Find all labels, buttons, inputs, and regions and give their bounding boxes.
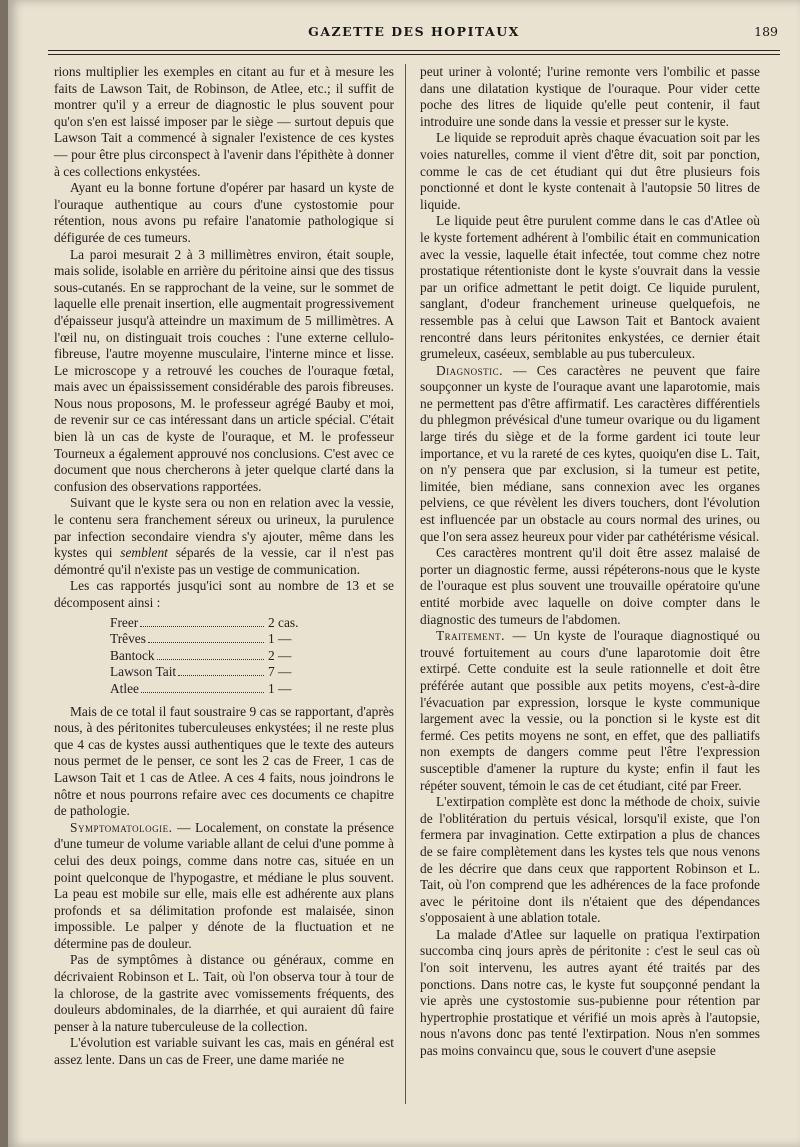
paragraph: Pas de symptômes à distance ou généraux, comme en décrivaient Robinson et L. Tait, où l'on observa tour à tour de la chlorose, de la gastrite avec vomissements fréquents, des douleurs abdominales, de la diarrhée, et qui auraient dû faire penser à la nature tuberculeuse de la collection. bbox=[54, 952, 394, 1034]
section-label: Diagnostic. bbox=[436, 362, 504, 378]
paragraph: L'évolution est variable suivant les cas, mais en général est assez lente. Dans un cas de Freer, une dame mariée ne bbox=[54, 1035, 394, 1068]
paragraph: Ayant eu la bonne fortune d'opérer par hasard un kyste de l'ouraque authentique au cours d'une cystostomie pour rétention, nous avons pu refaire l'anatomie pathologique si défigurée de ces tumeurs. bbox=[54, 180, 394, 245]
page-number: 189 bbox=[754, 24, 778, 39]
column-divider bbox=[405, 64, 406, 1104]
paragraph: Ces caractères montrent qu'il doit être assez malaisé de porter un diagnostic ferme, aussi répéterons-nous que le kyste de l'ouraque est plus souvent une trouvaille opératoire qu'une entité morbide avec laquelle on doive compter dans le diagnostic des tumeurs de l'abdomen. bbox=[420, 545, 760, 627]
section-label: Symptomatologie. bbox=[70, 819, 173, 835]
section-label: Traitement. bbox=[436, 628, 506, 644]
header-rule-thin bbox=[48, 54, 780, 55]
paragraph: Suivant que le kyste sera ou non en relation avec la vessie, le contenu sera franchement séreux ou urineux, la purulence par infection secondaire viendra s'y ajouter, même dans les kystes qui semblent séparés de la vessie, car il n'est pas démontré qu'il n'existe pas un vestige de communication. bbox=[54, 495, 394, 577]
paragraph: Les cas rapportés jusqu'ici sont au nombre de 13 et se décomposent ainsi : bbox=[54, 578, 394, 610]
paragraph: Mais de ce total il faut soustraire 9 cas se rapportant, d'après nous, à des péritonites tuberculeuses enkystées; il ne reste plus que 4 cas de kystes aussi authentiques que le texte des auteurs nous permet de le penser, ce sont les 2 cas de Freer, 1 cas de Lawson Tait et 1 cas de Atlee. A ces 4 faits, nous joindrons le nôtre et nous pourrons refaire avec ces documents ce chapitre de pathologie. bbox=[54, 703, 394, 819]
paragraph: Symptomatologie. — Localement, on constate la présence d'une tumeur de volume variable allant de celui d'une pomme à celui des deux poings, comme dans notre cas, située en un point quelconque de l'hypogastre, et médiane le plus souvent. La peau est mobile sur elle, mais elle est adhérente aux plans profonds et sa délimitation profonde est malaisée, sinon impossible. Le palper y dénote de la fluctuation et ne détermine pas de douleur. bbox=[54, 819, 394, 951]
paragraph: rions multiplier les exemples en citant au fur et à mesure les faits de Lawson Tait, de Robinson, de Atlee, etc.; il suffit de montrer qu'il y a erreur de diagnostic le plus souvent pour qu'on s'en est laissé imposer par le siège — surtout depuis que Lawson Tait a commencé à signaler l'existence de ces kystes — pour être plus circonspect à l'avenir dans l'épithète à donner à ces collections enkystées. bbox=[54, 64, 394, 179]
case-list bbox=[110, 615, 320, 698]
header-rule bbox=[48, 50, 780, 51]
case-row: Bantock 2 — bbox=[110, 647, 292, 663]
paragraph: peut uriner à volonté; l'urine remonte vers l'ombilic et passe dans une dilatation kystique de l'ouraque. Pour vider cette poche des litres de liquide qu'elle peut contenir, il faut introduire une sonde dans la vessie et presser sur le kyste. bbox=[420, 64, 760, 129]
case-row: Freer 2 cas. bbox=[110, 614, 299, 630]
right-column bbox=[420, 64, 760, 1060]
left-column bbox=[54, 64, 394, 1069]
paragraph: L'extirpation complète est donc la méthode de choix, suivie de l'oblitération du pertuis vésical, lorsqu'il existe, que l'on fermera par invagination. Cette extirpation a plus de chances de se faire complètement dans les kystes tels que nous venons de les décrire que dans ceux que rapportent Robinson et L. Tait, où l'on comprend que les adhérences de la face profonde avec le péritoine dont ils n'étaient que des dépendances s'opposaient à une ablation totale. bbox=[420, 794, 760, 926]
paragraph: La malade d'Atlee sur laquelle on pratiqua l'extirpation succomba cinq jours après de péritonite : c'est le seul cas où l'on soit intervenu, les autres ayant été traités par des ponctions. Dans notre cas, le kyste fut soupçonné pendant la vie après une cystostomie sus-pubienne pour rétention par hypertrophie prostatique et vérifié un mois après à l'autopsie, nous n'avons donc pas tenté l'extirpation. Nous n'en sommes pas moins convaincu que, sous le couvert d'une asepsie bbox=[420, 926, 760, 1059]
case-row: Atlee 1 — bbox=[110, 680, 292, 696]
case-row: Trêves 1 — bbox=[110, 631, 292, 647]
paragraph: Traitement. — Un kyste de l'ouraque diagnostiqué ou trouvé fortuitement au cours d'une laparotomie doit être extirpé. Cette conduite est la seule rationnelle et doit être préférée autant que possible aux petits moyens, c'est-à-dire l'évacuation par expression, lorsque le kyste communique largement avec la vessie, ou la ponction si le kyste est dit fermé. Ces petits moyens ne sont, en effet, que des palliatifs non exempts de dangers comme peut l'être l'expression susceptible d'amener la rupture du kyste; enfin il faut les répéter souvent, témoin le cas de cet étudiant, cité par Freer. bbox=[420, 628, 760, 793]
running-header bbox=[48, 18, 780, 44]
paragraph: Le liquide se reproduit après chaque évacuation soit par les voies naturelles, comme il vient d'être dit, soit par ponction, comme le cas de cet étudiant qui dut être plusieurs fois ponctionné et dont le kyste contenait à l'autopsie 50 litres de liquide. bbox=[420, 130, 760, 212]
emphasis: semblent bbox=[120, 545, 168, 561]
paragraph: La paroi mesurait 2 à 3 millimètres environ, était souple, mais solide, isolable en arrière du péritoine ainsi que des tissus sous-cutanés. En se rapprochant de la veine, sur le sommet de laquelle elle prenait insertion, elle augmentait progressivement d'épaisseur jusqu'à atteindre un maximum de 5 millimètres. A l'œil nu, on distinguait trois couches : l'une externe cellulo-fibreuse, l'autre moyenne musculaire, l'interne mince et lisse. Le microscope y a retrouvé les couches de l'ouraque fœtal, mais avec un épaississement considérable des parois fibreuses. Nous nous proposons, M. le professeur agrégé Bauby et moi, de revenir sur ce cas intéressant dans un article spécial. C'était bien là un cas de kyste de l'ouraque, et M. le professeur Tourneux a également approuvé nos conclusions. C'est avec ce document que nous chercherons à jeter quelque clarté dans la confusion des observations rapportées. bbox=[54, 246, 394, 494]
newspaper-page bbox=[8, 0, 800, 1147]
case-row: Lawson Tait 7 — bbox=[110, 664, 292, 680]
paragraph: Le liquide peut être purulent comme dans le cas d'Atlee où le kyste fortement adhérent à l'ombilic était en communication avec la vessie, laquelle était infectée, tout comme chez notre prostatique rétentioniste dont le kyste s'ouvrait dans la vessie par un orifice admettant le petit doigt. Ce liquide purulent, sanglant, d'odeur franchement urineuse quelquefois, ne ressemble pas à celui que Lawson Tait et Bantock avaient rencontré dans leurs péritonites enkystées, ce dernier était grumeleux, caséeux, semblable au pus tuberculeux. bbox=[420, 213, 760, 362]
paragraph: Diagnostic. — Ces caractères ne peuvent que faire soupçonner un kyste de l'ouraque avant une laparotomie, mais ne permettent pas d'être affirmatif. Les caractères différentiels du phlegmon prévésical d'une tumeur ovarique ou du ligament large tirés du siège et de la forme gardent ici toute leur importance, et vu la rareté de ces kytes, quoiqu'en dise L. Tait, on n'y pensera que par exclusion, si la tumeur est petite, limitée, bien médiane, sans connexion avec les organes pelviens, ce que révèlent les divers touchers, dont l'évolution est influencée par un obstacle au cours normal des urines, ou que l'on sera assez heureux pour vider par cathétérisme vésical. bbox=[420, 362, 760, 544]
journal-title: GAZETTE DES HOPITAUX bbox=[308, 23, 520, 39]
